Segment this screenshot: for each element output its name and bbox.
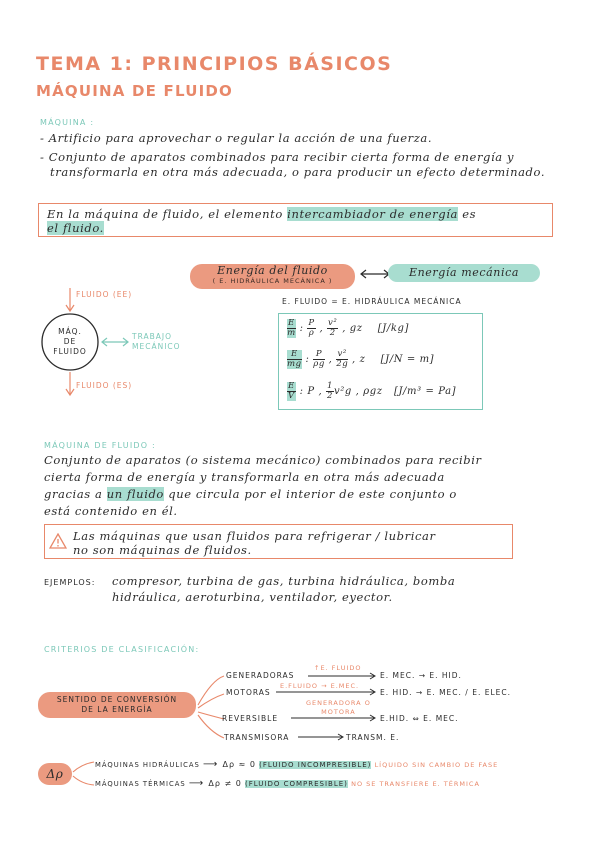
formula-row-1: $\frac{E}{m}$ : $\frac{P}{\rho}$ , $\frac{\text{v²}}{2}$ , gz [J/kg]: [287, 318, 410, 338]
callout-highlight-1: intercambiador de energía: [287, 207, 458, 221]
generadoras-result: E. MEC. → E. HID.: [380, 671, 462, 680]
generadoras-note: ↑E. FLUIDO: [314, 664, 362, 672]
hidraulicas-note: LÍQUIDO SIN CAMBIO DE FASE: [374, 761, 499, 769]
maquina-fluido-heading: MÁQUINA DE FLUIDO :: [44, 441, 156, 450]
trabajo-line-2: MECÁNICO: [132, 342, 181, 351]
sentido-pill-line-1: SENTIDO DE CONVERSIÓN: [56, 695, 178, 704]
criterios-heading: CRITERIOS DE CLASIFICACIÓN:: [44, 645, 200, 654]
circle-label-line-2: DE: [63, 337, 77, 346]
pill-energia-fluido-title: Energía del fluido: [217, 264, 328, 277]
formula-row-3: $\frac{E}{V}$ : P , $\frac{1}{2}$ v²g , ρgz [J/m³ = Pa]: [288, 381, 457, 401]
maquina-bullet-2-cont: transformarla en otra más adecuada, o para producir un efecto determinado.: [50, 165, 546, 179]
reversible-result: E.HID. ⇔ E. MEC.: [380, 714, 459, 723]
maquina-fluido-line-2: cierta forma de energía y transformarla en otra más adecuada: [44, 470, 445, 484]
maquina-fluido-line-3: [44, 487, 457, 501]
maquina-fluido-line-4: está contenido en él.: [44, 504, 178, 518]
maquina-bullet-1: - Artificio para aprovechar o regular la acción de una fuerza.: [40, 131, 433, 145]
formula-row-2: $\frac{E}{mg}$ : $\frac{P}{\rho g}$ , $\frac{\text{v²}}{2g}$ , z [J/N = m]: [287, 349, 435, 369]
equivalence-text: E. FLUIDO = E. HIDRÁULICA MECÁNICA: [282, 297, 462, 306]
ejemplos-line-1: compresor, turbina de gas, turbina hidráulica, bomba: [112, 574, 456, 588]
machine-circle-label: [44, 327, 96, 357]
formula-row-2-unit: [J/N = m]: [380, 354, 435, 365]
fluido-incompresible: (FLUIDO INCOMPRESIBLE): [259, 761, 372, 769]
sentido-conversion-pill: [38, 692, 196, 718]
maquina-fluido-line-3-post: que circula por el interior de este conjunto o: [168, 487, 457, 501]
hidraulicas-condition: Δρ ≈ 0: [222, 760, 256, 769]
un-fluido-highlight: un fluido: [106, 487, 164, 501]
hidraulicas-row: MÁQUINAS HIDRÁULICAS ⟶ Δρ ≈ 0 (FLUIDO INCOMPRESIBLE) LÍQUIDO SIN CAMBIO DE FASE: [95, 759, 499, 770]
warning-line-2: no son máquinas de fluidos.: [73, 543, 252, 557]
reversible-note-line-2: MOTORA: [321, 708, 356, 716]
formula-row-3-tail: ρgz: [363, 386, 383, 397]
warning-line-1: Las máquinas que usan fluidos para refrigerar / lubricar: [73, 529, 436, 543]
maquina-fluido-line-1: Conjunto de aparatos (o sistema mecánico) combinados para recibir: [44, 453, 482, 467]
maquina-heading: MÁQUINA :: [40, 118, 95, 127]
callout-text-2: es: [462, 207, 477, 221]
formula-row-3-unit: [J/m³ = Pa]: [393, 386, 457, 397]
reversible-note-line-1: GENERADORA O: [306, 699, 371, 707]
ejemplos-line-2: hidráulica, aeroturbina, ventilador, eyector.: [112, 590, 393, 604]
formula-row-1-unit: [J/kg]: [377, 323, 410, 334]
pill-energia-fluido-sub: ( E. HIDRÁULICA MECÁNICA ): [212, 277, 333, 285]
motoras-result: E. HID. → E. MEC. / E. ELEC.: [380, 688, 511, 697]
hidraulicas-label: MÁQUINAS HIDRÁULICAS: [95, 761, 200, 769]
ejemplos-label: EJEMPLOS:: [44, 578, 96, 587]
formula-row-2-tail: z: [359, 354, 366, 365]
circle-label-line-1: MÁQ.: [58, 327, 82, 336]
formula-box: [278, 313, 483, 410]
transmisora-label: TRANSMISORA: [224, 733, 290, 742]
double-arrow-icon: [358, 268, 392, 280]
reversible-note: [306, 699, 371, 717]
circle-label-line-3: FLUIDO: [53, 347, 87, 356]
pill-energia-mecanica: Energía mecánica: [388, 264, 540, 282]
callout-highlight-2: el fluido.: [47, 221, 104, 235]
termicas-condition: Δρ ≠ 0: [208, 779, 242, 788]
sentido-pill-line-2: DE LA ENERGÍA: [81, 705, 153, 714]
delta-connectors: [72, 758, 96, 790]
motoras-note: E.FLUIDO → E.MEC.: [280, 682, 360, 690]
fluido-salida-label: FLUIDO (ES): [76, 381, 133, 390]
transmisora-result: TRANSM. E.: [346, 733, 400, 742]
warning-icon: [49, 533, 67, 549]
trabajo-mecanico-label: [132, 332, 181, 352]
reversible-label: REVERSIBLE: [222, 714, 279, 723]
fluido-entrada-label: FLUIDO (EE): [76, 290, 133, 299]
page-title: TEMA 1: PRINCIPIOS BÁSICOS: [36, 53, 393, 75]
delta-rho-pill: Δρ: [38, 763, 72, 785]
maquina-fluido-line-3-pre: gracias a: [44, 487, 103, 501]
callout-text-1: En la máquina de fluido, el elemento: [47, 207, 283, 221]
motoras-label: MOTORAS: [226, 688, 271, 697]
maquina-bullet-2: - Conjunto de aparatos combinados para recibir cierta forma de energía y: [40, 150, 515, 164]
fluido-compresible: (FLUIDO COMPRESIBLE): [244, 780, 348, 788]
termicas-note: NO SE TRANSFIERE E. TÉRMICA: [351, 780, 480, 788]
warning-box: [44, 524, 513, 559]
termicas-label: MÁQUINAS TÉRMICAS: [95, 780, 186, 788]
callout-box: [38, 203, 553, 237]
termicas-row: MÁQUINAS TÉRMICAS ⟶ Δρ ≠ 0 (FLUIDO COMPRESIBLE) NO SE TRANSFIERE E. TÉRMICA: [95, 778, 480, 789]
page-subtitle: MÁQUINA DE FLUIDO: [36, 82, 233, 100]
trabajo-line-1: TRABAJO: [132, 332, 173, 341]
generadoras-label: GENERADORAS: [226, 671, 295, 680]
formula-row-1-tail: gz: [349, 323, 363, 334]
